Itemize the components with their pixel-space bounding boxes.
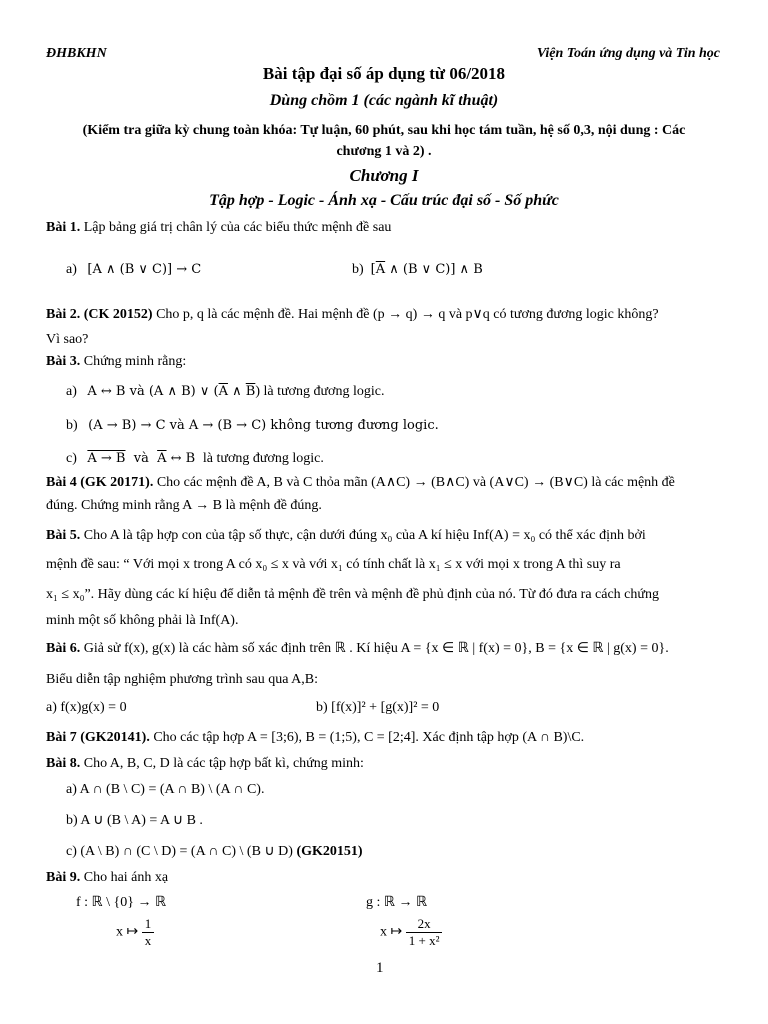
exercise-label: Bài 7 (GK20141). bbox=[46, 730, 150, 745]
exercise-text: Cho A là tập hợp con của tập số thực, cận dưới đúng x₀ của A kí hiệu Inf(A) = x₀ có thể xác định bởi bbox=[83, 528, 646, 543]
exercise-3c: c) A → B và $\overline{A}$ ↔ B là tương đương logic. bbox=[66, 451, 324, 466]
header-university: ĐHBKHN bbox=[46, 46, 107, 61]
header-institute: Viện Toán ứng dụng và Tin học bbox=[536, 46, 720, 61]
exercise-4 bbox=[46, 474, 675, 491]
exercise-3b: b) (A → B) → C và A → (B → C) không tương đương logic. bbox=[66, 418, 439, 433]
exam-note-line2: chương 1 và 2) . bbox=[336, 144, 432, 159]
exercise-5-line4: minh một số không phải là Inf(A). bbox=[46, 613, 239, 628]
exercise-8 bbox=[46, 756, 364, 772]
exercise-label: Bài 8. bbox=[46, 756, 81, 771]
exercise-3 bbox=[46, 354, 186, 370]
document-subtitle: Dùng chồm 1 (các ngành kĩ thuật) bbox=[269, 92, 499, 109]
exercise-label: Bài 9. bbox=[46, 870, 81, 885]
exercise-3a: a) A ↔ B và (A ∧ B) ∨ ($\overline{A}$ ∧ $\overline{B}$) là tương đương logic. bbox=[66, 384, 385, 399]
exercise-8b: b) A ∪ (B \ A) = A ∪ B . bbox=[66, 813, 203, 828]
chapter-subtitle: Tập hợp - Logic - Ánh xạ - Cấu trúc đại số - Số phức bbox=[209, 192, 559, 209]
fraction: $\frac{1}{x}$ bbox=[142, 916, 155, 949]
exercise-6b: b) [f(x)]² + [g(x)]² = 0 bbox=[316, 700, 440, 715]
document-title: Bài tập đại số áp dụng từ 06/2018 bbox=[262, 64, 506, 83]
exercise-6 bbox=[46, 640, 669, 657]
exercise-label: Bài 2. (CK 20152) bbox=[46, 307, 153, 322]
logic-expression: [A ∧ (B ∨ C)] → C bbox=[87, 262, 202, 277]
exercise-text: Cho các mệnh đề A, B và C thỏa mãn (A∧C) → (B∧C) và (A∨C) → (B∨C) là các mệnh đề bbox=[156, 475, 675, 490]
exercise-1 bbox=[46, 220, 391, 236]
exercise-8a: a) A ∩ (B \ C) = (A ∩ B) \ (A ∩ C). bbox=[66, 782, 265, 797]
exercise-label: Bài 6. bbox=[46, 641, 81, 656]
map-g-definition: g : ℝ → ℝ bbox=[366, 895, 428, 910]
exercise-6-line2: Biểu diễn tập nghiệm phương trình sau qua A,B: bbox=[46, 672, 319, 687]
exercise-6a: a) f(x)g(x) = 0 bbox=[46, 700, 127, 715]
exercise-label: Bài 4 (GK 20171). bbox=[46, 475, 154, 490]
exercise-7 bbox=[46, 730, 584, 746]
exam-note-line1: (Kiểm tra giữa kỳ chung toàn khóa: Tự luận, 60 phút, sau khi học tám tuần, hệ số 0,3, nội dung : Các bbox=[82, 123, 686, 138]
exercise-2 bbox=[46, 306, 659, 323]
map-g-rule: x ↦ $\frac{2x}{\text{1 + x²}}$ bbox=[380, 916, 442, 949]
exam-tag: (GK20151) bbox=[296, 844, 363, 859]
exam-note bbox=[40, 120, 728, 162]
exercise-text: Chứng minh rằng: bbox=[83, 354, 187, 369]
exercise-text: Lập bảng giá trị chân lý của các biểu thức mệnh đề sau bbox=[83, 220, 392, 235]
map-f-definition: f : ℝ \ {0} → ℝ bbox=[76, 895, 167, 910]
exercise-text: Cho A, B, C, D là các tập hợp bất kì, chứng minh: bbox=[83, 756, 364, 771]
exercise-1b: b) [$\overline{A}$ ∧ (B ∨ C)] ∧ B bbox=[352, 262, 483, 277]
logic-expression: ] ∧ B bbox=[450, 262, 483, 277]
fraction: $\frac{2x}{\text{1 + x²}}$ bbox=[406, 916, 443, 949]
exercise-label: Bài 5. bbox=[46, 528, 81, 543]
exercise-5-line2: mệnh đề sau: “ Với mọi x trong A có x₀ ≤ x và với x₁ có tính chất là x₁ ≤ x với mọi x trong A thì suy ra bbox=[46, 557, 621, 572]
exercise-1a: a) [A ∧ (B ∨ C)] → C bbox=[66, 262, 202, 277]
exercise-text: Cho các tập hợp A = [3;6), B = (1;5), C = [2;4]. Xác định tập hợp (A ∩ B)\C. bbox=[153, 730, 585, 745]
exercise-8c: c) (A \ B) ∩ (C \ D) = (A ∩ C) \ (B ∪ D) (GK20151) bbox=[66, 844, 363, 859]
exercise-5-line3: x₁ ≤ x₀”. Hãy dùng các kí hiệu để diễn tả mệnh đề trên và mệnh đề phủ định của nó. Từ đó đưa ra cách chứng bbox=[46, 587, 659, 602]
exercise-text: Cho hai ánh xạ bbox=[83, 870, 169, 885]
exercise-9 bbox=[46, 870, 168, 886]
exercise-label: Bài 3. bbox=[46, 354, 81, 369]
exercise-2-cont: Vì sao? bbox=[46, 332, 89, 347]
map-f-rule: x ↦ $\frac{1}{x}$ bbox=[116, 916, 154, 949]
page-number: 1 bbox=[376, 960, 384, 976]
exercise-label: Bài 1. bbox=[46, 220, 81, 235]
exercise-4-cont: đúng. Chứng minh rằng A → B là mệnh đề đúng. bbox=[46, 498, 322, 513]
exercise-text: Giả sử f(x), g(x) là các hàm số xác định trên ℝ . Kí hiệu A = {x ∈ ℝ | f(x) = 0}, B = {x ∈ ℝ | g(x) = 0}. bbox=[83, 641, 669, 656]
chapter-heading: Chương I bbox=[349, 166, 419, 185]
exercise-5 bbox=[46, 528, 646, 544]
exercise-text: Cho p, q là các mệnh đề. Hai mệnh đề (p → q) → q và p∨q có tương đương logic không? bbox=[156, 307, 659, 322]
